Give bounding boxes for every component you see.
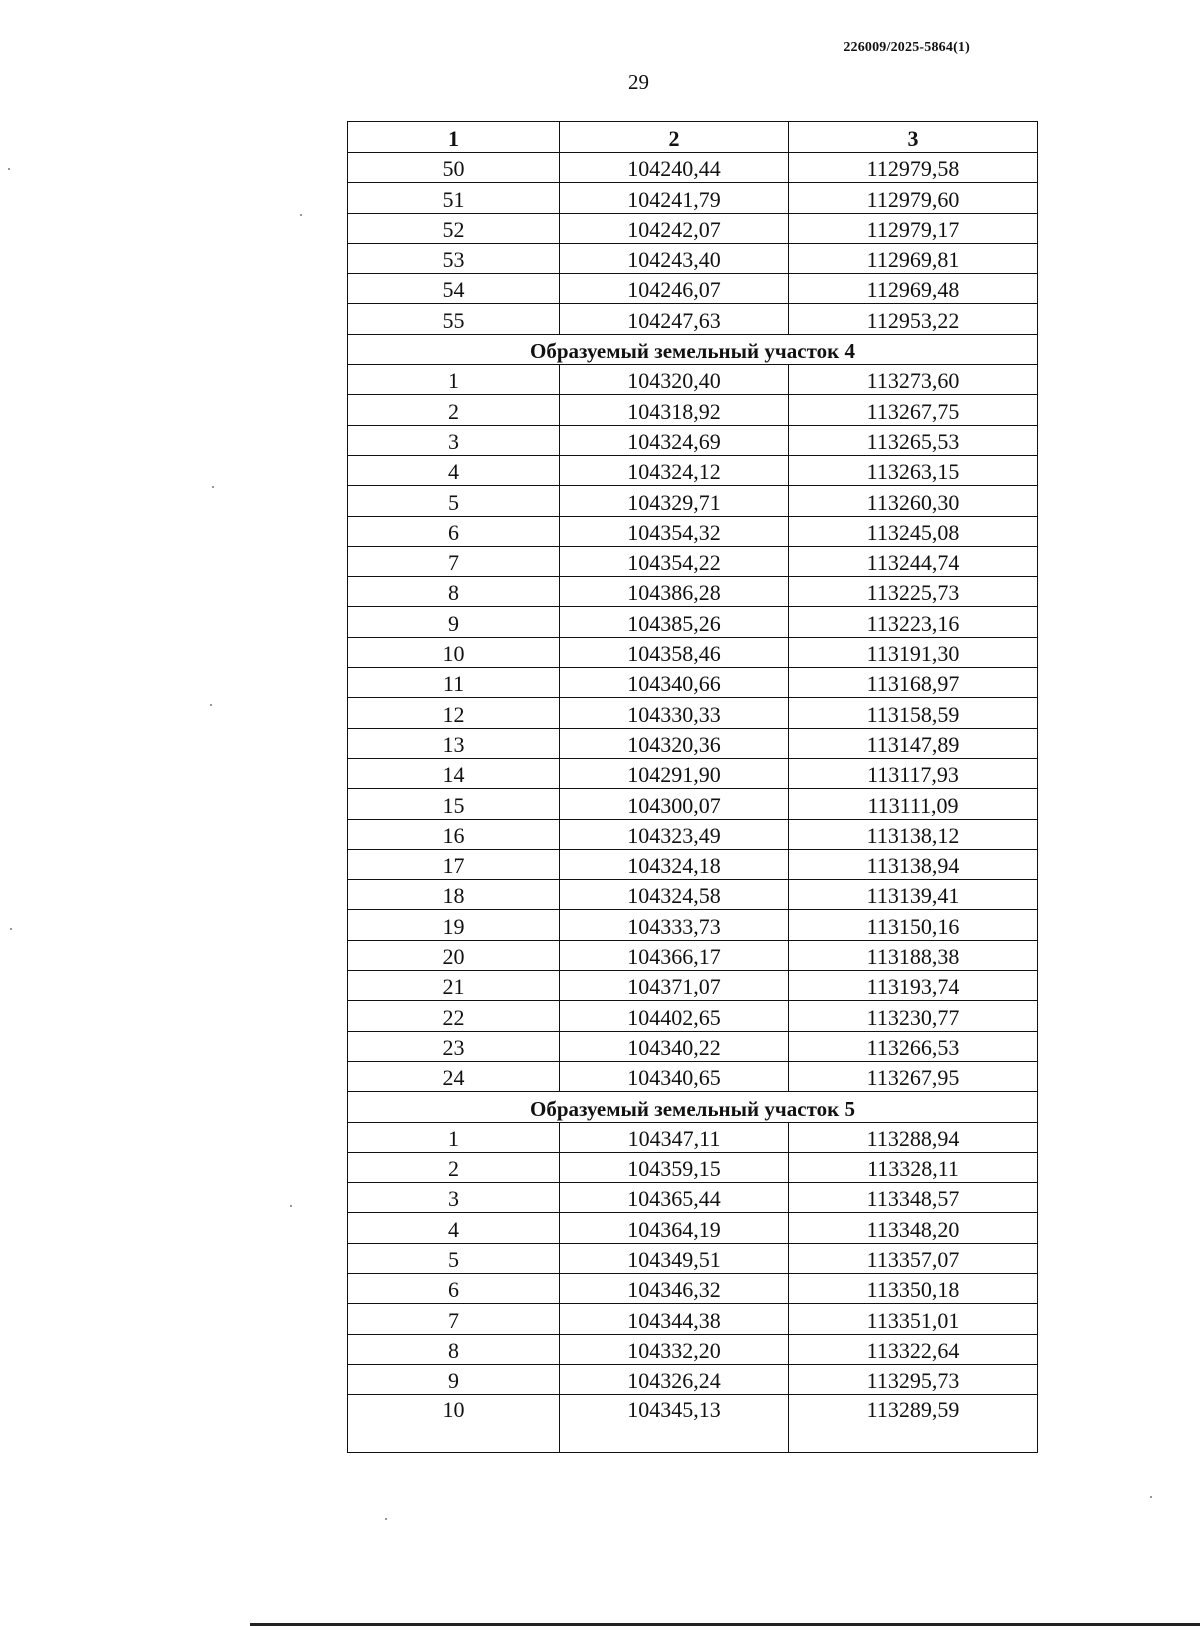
- scan-speck: [1150, 1496, 1152, 1498]
- x-coordinate-cell: 104241,79: [560, 183, 789, 213]
- point-number-cell: 8: [348, 577, 560, 607]
- table-row: [348, 1031, 1038, 1061]
- point-number-cell: 14: [348, 758, 560, 788]
- point-number-cell: 10: [348, 1395, 560, 1453]
- x-coordinate-cell: 104320,40: [560, 365, 789, 395]
- y-coordinate-cell: 113139,41: [789, 880, 1038, 910]
- point-number-cell: 4: [348, 455, 560, 485]
- y-coordinate-cell: 113150,16: [789, 910, 1038, 940]
- table-row: [348, 304, 1038, 334]
- point-number-cell: 10: [348, 637, 560, 667]
- point-number-cell: 3: [348, 1183, 560, 1213]
- table-row: [348, 213, 1038, 243]
- column-header: 1: [348, 122, 560, 153]
- scan-speck: [210, 704, 212, 706]
- table-row: [348, 577, 1038, 607]
- y-coordinate-cell: 113267,75: [789, 395, 1038, 425]
- table-row: [348, 1364, 1038, 1394]
- point-number-cell: 19: [348, 910, 560, 940]
- y-coordinate-cell: 113168,97: [789, 668, 1038, 698]
- point-number-cell: 17: [348, 849, 560, 879]
- point-number-cell: 9: [348, 1364, 560, 1394]
- x-coordinate-cell: 104359,15: [560, 1152, 789, 1182]
- point-number-cell: 24: [348, 1061, 560, 1091]
- x-coordinate-cell: 104358,46: [560, 637, 789, 667]
- x-coordinate-cell: 104323,49: [560, 819, 789, 849]
- table-row: [348, 365, 1038, 395]
- table-row: [348, 910, 1038, 940]
- point-number-cell: 13: [348, 728, 560, 758]
- y-coordinate-cell: 113322,64: [789, 1334, 1038, 1364]
- table-body: [348, 153, 1038, 1453]
- point-number-cell: 53: [348, 243, 560, 273]
- x-coordinate-cell: 104330,33: [560, 698, 789, 728]
- y-coordinate-cell: 112979,58: [789, 153, 1038, 183]
- point-number-cell: 9: [348, 607, 560, 637]
- y-coordinate-cell: 112979,17: [789, 213, 1038, 243]
- point-number-cell: 51: [348, 183, 560, 213]
- x-coordinate-cell: 104371,07: [560, 971, 789, 1001]
- table-row: [348, 1122, 1038, 1152]
- y-coordinate-cell: 113191,30: [789, 637, 1038, 667]
- point-number-cell: 11: [348, 668, 560, 698]
- x-coordinate-cell: 104332,20: [560, 1334, 789, 1364]
- x-coordinate-cell: 104366,17: [560, 940, 789, 970]
- page-number: 29: [628, 70, 649, 94]
- x-coordinate-cell: 104329,71: [560, 486, 789, 516]
- point-number-cell: 12: [348, 698, 560, 728]
- y-coordinate-cell: 113328,11: [789, 1152, 1038, 1182]
- table-row: [348, 637, 1038, 667]
- point-number-cell: 21: [348, 971, 560, 1001]
- x-coordinate-cell: 104240,44: [560, 153, 789, 183]
- point-number-cell: 1: [348, 365, 560, 395]
- table-row: [348, 607, 1038, 637]
- point-number-cell: 2: [348, 395, 560, 425]
- y-coordinate-cell: 113289,59: [789, 1395, 1038, 1453]
- y-coordinate-cell: 113244,74: [789, 546, 1038, 576]
- table-row: [348, 455, 1038, 485]
- point-number-cell: 20: [348, 940, 560, 970]
- scan-speck: [290, 1205, 292, 1207]
- table-row: [348, 698, 1038, 728]
- y-coordinate-cell: 113351,01: [789, 1304, 1038, 1334]
- point-number-cell: 23: [348, 1031, 560, 1061]
- point-number-cell: 52: [348, 213, 560, 243]
- y-coordinate-cell: 113357,07: [789, 1243, 1038, 1273]
- y-coordinate-cell: 113267,95: [789, 1061, 1038, 1091]
- table-row: [348, 940, 1038, 970]
- y-coordinate-cell: 113265,53: [789, 425, 1038, 455]
- x-coordinate-cell: 104346,32: [560, 1273, 789, 1303]
- y-coordinate-cell: 113111,09: [789, 789, 1038, 819]
- x-coordinate-cell: 104349,51: [560, 1243, 789, 1273]
- scan-speck: [385, 1518, 387, 1520]
- y-coordinate-cell: 113225,73: [789, 577, 1038, 607]
- table-row: [348, 546, 1038, 576]
- y-coordinate-cell: 113223,16: [789, 607, 1038, 637]
- table-row: [348, 849, 1038, 879]
- x-coordinate-cell: 104340,65: [560, 1061, 789, 1091]
- x-coordinate-cell: 104324,69: [560, 425, 789, 455]
- x-coordinate-cell: 104243,40: [560, 243, 789, 273]
- column-header: 3: [789, 122, 1038, 153]
- x-coordinate-cell: 104354,32: [560, 516, 789, 546]
- y-coordinate-cell: 112969,81: [789, 243, 1038, 273]
- scan-speck: [212, 486, 214, 488]
- table-row: [348, 274, 1038, 304]
- y-coordinate-cell: 113348,20: [789, 1213, 1038, 1243]
- section-title: Образуемый земельный участок 5: [348, 1092, 1038, 1122]
- column-header: 2: [560, 122, 789, 153]
- x-coordinate-cell: 104385,26: [560, 607, 789, 637]
- x-coordinate-cell: 104320,36: [560, 728, 789, 758]
- x-coordinate-cell: 104246,07: [560, 274, 789, 304]
- x-coordinate-cell: 104318,92: [560, 395, 789, 425]
- table-header: [348, 122, 1038, 153]
- x-coordinate-cell: 104300,07: [560, 789, 789, 819]
- y-coordinate-cell: 113350,18: [789, 1273, 1038, 1303]
- x-coordinate-cell: 104340,22: [560, 1031, 789, 1061]
- y-coordinate-cell: 113295,73: [789, 1364, 1038, 1394]
- table-row: [348, 1273, 1038, 1303]
- y-coordinate-cell: 113138,12: [789, 819, 1038, 849]
- table-row: [348, 728, 1038, 758]
- header-row: [348, 122, 1038, 153]
- table-row: [348, 668, 1038, 698]
- table-row: [348, 789, 1038, 819]
- point-number-cell: 5: [348, 486, 560, 516]
- y-coordinate-cell: 113260,30: [789, 486, 1038, 516]
- document-id: 226009/2025-5864(1): [843, 40, 970, 55]
- y-coordinate-cell: 113348,57: [789, 1183, 1038, 1213]
- point-number-cell: 54: [348, 274, 560, 304]
- table-row: [348, 486, 1038, 516]
- point-number-cell: 16: [348, 819, 560, 849]
- table-row: [348, 395, 1038, 425]
- section-row: [348, 334, 1038, 364]
- y-coordinate-cell: 113245,08: [789, 516, 1038, 546]
- point-number-cell: 2: [348, 1152, 560, 1182]
- point-number-cell: 50: [348, 153, 560, 183]
- scan-speck: [8, 168, 10, 170]
- x-coordinate-cell: 104247,63: [560, 304, 789, 334]
- coordinates-table: [347, 121, 1038, 1453]
- y-coordinate-cell: 113117,93: [789, 758, 1038, 788]
- point-number-cell: 55: [348, 304, 560, 334]
- point-number-cell: 3: [348, 425, 560, 455]
- y-coordinate-cell: 113288,94: [789, 1122, 1038, 1152]
- point-number-cell: 6: [348, 1273, 560, 1303]
- y-coordinate-cell: 113138,94: [789, 849, 1038, 879]
- table-row: [348, 1395, 1038, 1453]
- table-row: [348, 1152, 1038, 1182]
- y-coordinate-cell: 113263,15: [789, 455, 1038, 485]
- x-coordinate-cell: 104242,07: [560, 213, 789, 243]
- section-title: Образуемый земельный участок 4: [348, 334, 1038, 364]
- y-coordinate-cell: 113266,53: [789, 1031, 1038, 1061]
- table-row: [348, 1334, 1038, 1364]
- table-row: [348, 758, 1038, 788]
- section-row: [348, 1092, 1038, 1122]
- x-coordinate-cell: 104347,11: [560, 1122, 789, 1152]
- table-row: [348, 880, 1038, 910]
- table-row: [348, 516, 1038, 546]
- table-row: [348, 1304, 1038, 1334]
- point-number-cell: 8: [348, 1334, 560, 1364]
- point-number-cell: 18: [348, 880, 560, 910]
- table-row: [348, 1213, 1038, 1243]
- x-coordinate-cell: 104324,18: [560, 849, 789, 879]
- table-row: [348, 153, 1038, 183]
- x-coordinate-cell: 104345,13: [560, 1395, 789, 1453]
- y-coordinate-cell: 112953,22: [789, 304, 1038, 334]
- point-number-cell: 7: [348, 546, 560, 576]
- table-row: [348, 1001, 1038, 1031]
- table-row: [348, 425, 1038, 455]
- point-number-cell: 6: [348, 516, 560, 546]
- x-coordinate-cell: 104291,90: [560, 758, 789, 788]
- table-row: [348, 1183, 1038, 1213]
- x-coordinate-cell: 104333,73: [560, 910, 789, 940]
- table-row: [348, 183, 1038, 213]
- x-coordinate-cell: 104402,65: [560, 1001, 789, 1031]
- point-number-cell: 5: [348, 1243, 560, 1273]
- table-row: [348, 819, 1038, 849]
- y-coordinate-cell: 112969,48: [789, 274, 1038, 304]
- scan-speck: [10, 928, 12, 930]
- point-number-cell: 7: [348, 1304, 560, 1334]
- x-coordinate-cell: 104364,19: [560, 1213, 789, 1243]
- y-coordinate-cell: 113230,77: [789, 1001, 1038, 1031]
- point-number-cell: 22: [348, 1001, 560, 1031]
- table-row: [348, 243, 1038, 273]
- x-coordinate-cell: 104354,22: [560, 546, 789, 576]
- x-coordinate-cell: 104326,24: [560, 1364, 789, 1394]
- scan-speck: [300, 214, 302, 216]
- y-coordinate-cell: 113273,60: [789, 365, 1038, 395]
- point-number-cell: 4: [348, 1213, 560, 1243]
- x-coordinate-cell: 104324,12: [560, 455, 789, 485]
- y-coordinate-cell: 112979,60: [789, 183, 1038, 213]
- y-coordinate-cell: 113147,89: [789, 728, 1038, 758]
- table-row: [348, 971, 1038, 1001]
- y-coordinate-cell: 113158,59: [789, 698, 1038, 728]
- x-coordinate-cell: 104324,58: [560, 880, 789, 910]
- y-coordinate-cell: 113193,74: [789, 971, 1038, 1001]
- x-coordinate-cell: 104344,38: [560, 1304, 789, 1334]
- table-row: [348, 1243, 1038, 1273]
- x-coordinate-cell: 104386,28: [560, 577, 789, 607]
- point-number-cell: 15: [348, 789, 560, 819]
- x-coordinate-cell: 104365,44: [560, 1183, 789, 1213]
- y-coordinate-cell: 113188,38: [789, 940, 1038, 970]
- table-row: [348, 1061, 1038, 1091]
- point-number-cell: 1: [348, 1122, 560, 1152]
- x-coordinate-cell: 104340,66: [560, 668, 789, 698]
